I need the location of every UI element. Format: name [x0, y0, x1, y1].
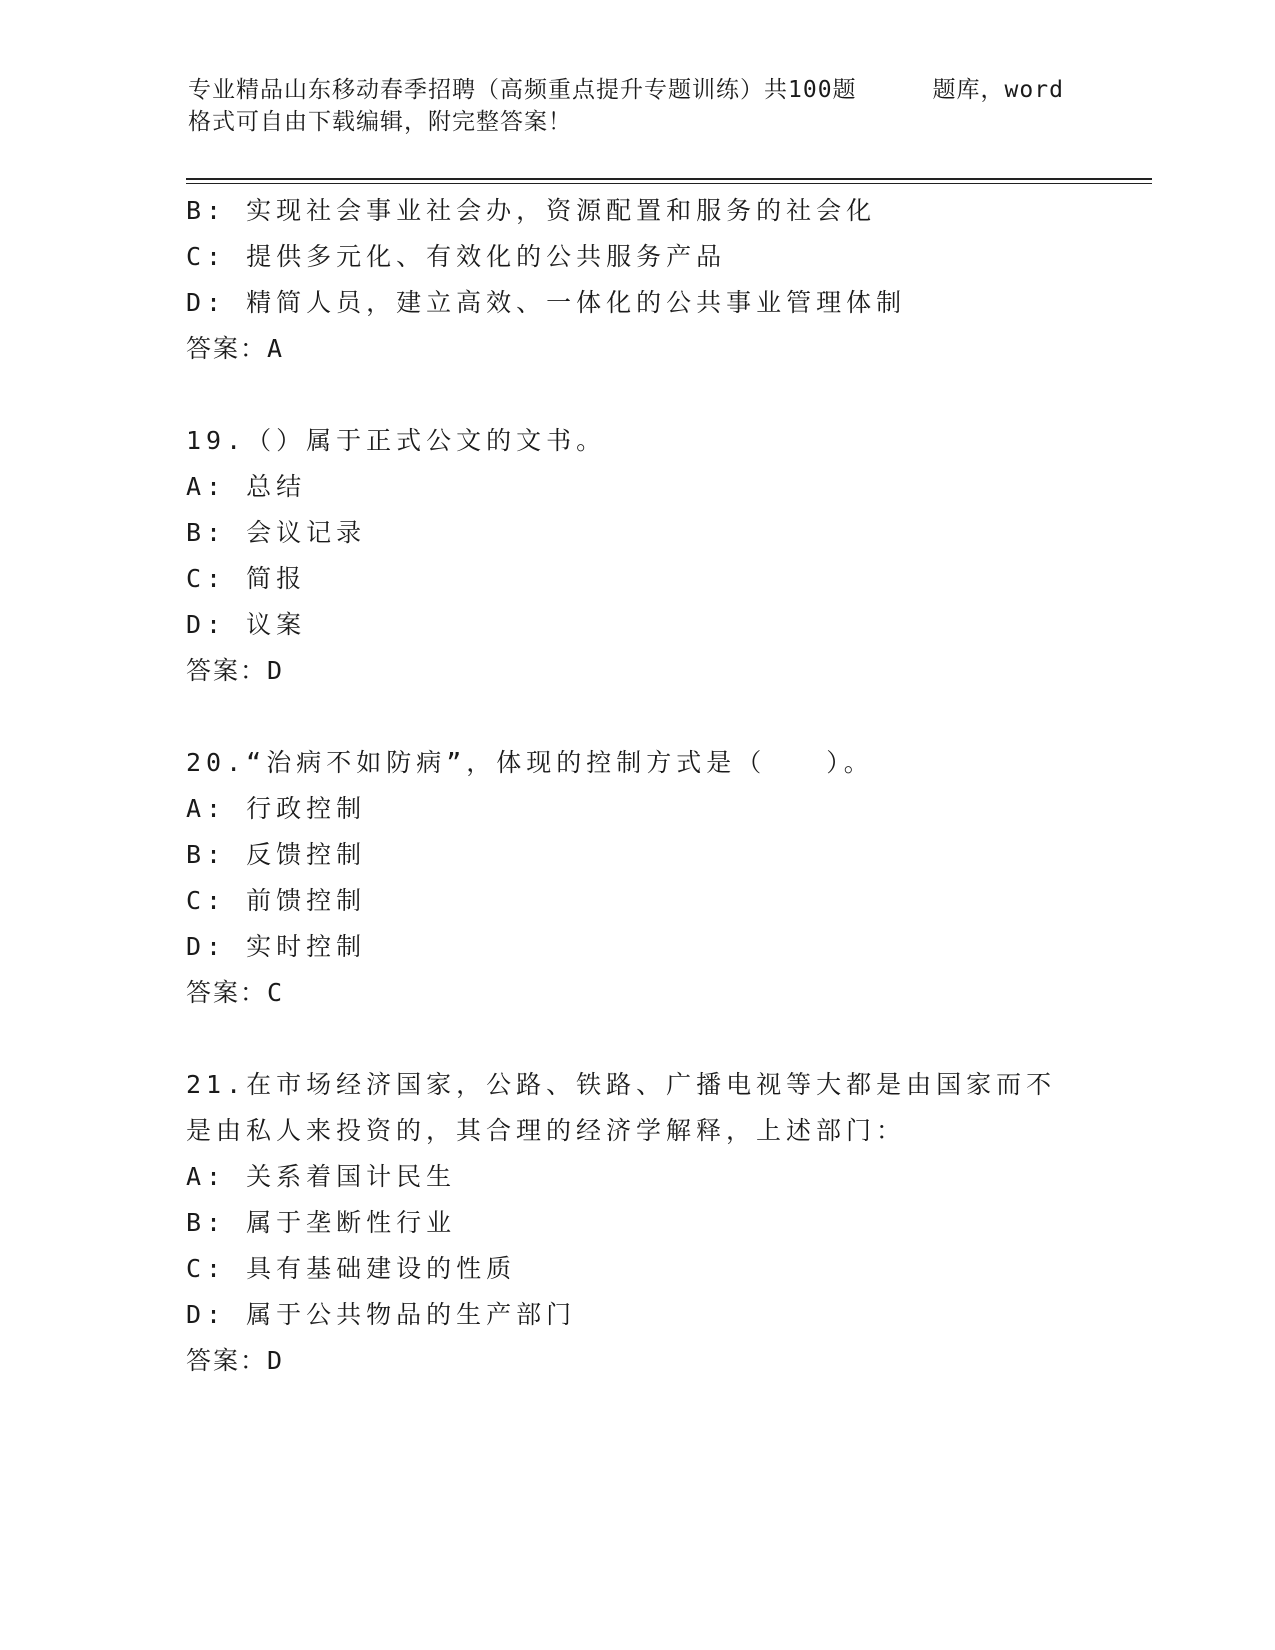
answer-line: [186, 326, 1146, 372]
header-divider-thick: [186, 178, 1152, 180]
answer-label: 答案：: [186, 978, 268, 1007]
option-d: D: 实时控制: [186, 932, 367, 961]
question-text: 19.（）属于正式公文的文书。: [186, 426, 607, 455]
option-c: C: 具有基础建设的性质: [186, 1254, 517, 1283]
option-a: A: 关系着国计民生: [186, 1162, 457, 1191]
header-line-2: 格式可自由下载编辑，附完整答案！: [188, 109, 572, 135]
answer-value: A: [267, 334, 285, 363]
question-block-21: [186, 1062, 1146, 1384]
option-d: D: 议案: [186, 610, 307, 639]
document-header: [188, 74, 1088, 138]
option-a: A: 总结: [186, 472, 307, 501]
question-block-20: [186, 740, 1146, 1016]
option-b: B: 会议记录: [186, 518, 367, 547]
header-divider-thin: [186, 183, 1152, 184]
answer-label: 答案：: [186, 656, 268, 685]
option-d: D: 精简人员，建立高效、一体化的公共事业管理体制: [186, 288, 907, 317]
answer-label: 答案：: [186, 334, 268, 363]
question-block-18: [186, 188, 1146, 372]
header-format-note: 题库，word: [932, 77, 1064, 103]
option-b: B: 属于垄断性行业: [186, 1208, 457, 1237]
option-b: B: 实现社会事业社会办，资源配置和服务的社会化: [186, 196, 877, 225]
answer-line: [186, 1338, 1146, 1384]
answer-value: D: [267, 656, 285, 685]
option-c: C: 前馈控制: [186, 886, 367, 915]
question-text: 20.“治病不如防病”，体现的控制方式是（ ）。: [186, 748, 874, 777]
answer-value: C: [267, 978, 285, 1007]
header-line-1: [188, 74, 1088, 106]
answer-line: [186, 648, 1146, 694]
answer-value: D: [267, 1346, 285, 1375]
question-list: [186, 188, 1146, 1384]
option-b: B: 反馈控制: [186, 840, 367, 869]
answer-line: [186, 970, 1146, 1016]
option-d: D: 属于公共物品的生产部门: [186, 1300, 577, 1329]
header-title: 专业精品山东移动春季招聘（高频重点提升专题训练）共100题: [188, 77, 857, 103]
option-c: C: 提供多元化、有效化的公共服务产品: [186, 242, 727, 271]
question-block-19: [186, 418, 1146, 694]
option-c: C: 简报: [186, 564, 307, 593]
question-text: 21.在市场经济国家，公路、铁路、广播电视等大都是由国家而不是由私人来投资的，其合理的经济学解释，上述部门：: [186, 1070, 1057, 1145]
option-a: A: 行政控制: [186, 794, 367, 823]
answer-label: 答案：: [186, 1346, 268, 1375]
